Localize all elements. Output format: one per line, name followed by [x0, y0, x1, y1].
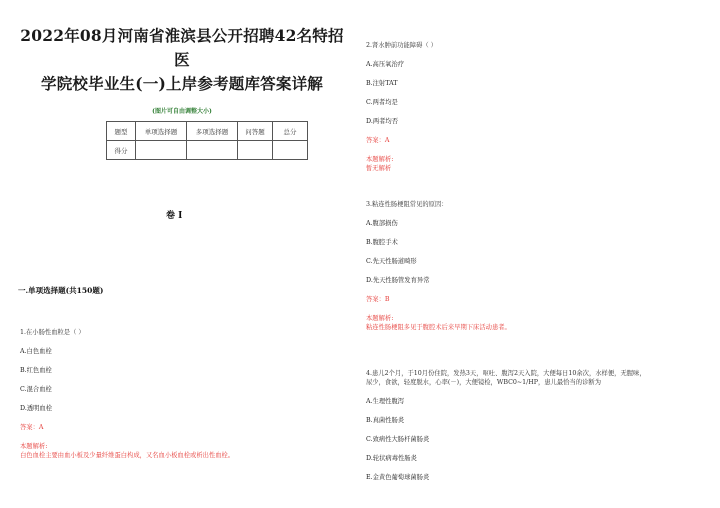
option-a: A.白色血栓 — [20, 348, 52, 355]
title-line-2: 学院校毕业生(一)上岸参考题库答案详解 — [41, 74, 323, 93]
question-2 — [366, 41, 706, 173]
question-1 — [20, 328, 340, 460]
analysis-label: 本题解析: — [366, 156, 394, 163]
answer-text: 答案：A — [20, 424, 44, 431]
score-cell[interactable] — [187, 141, 238, 160]
option-c: C.混合血栓 — [20, 386, 52, 393]
volume-heading: 卷 I — [166, 211, 183, 221]
score-header-cell: 单项选择题 — [136, 122, 187, 141]
option-c: C.致病性大肠杆菌肠炎 — [366, 436, 430, 443]
option-b: B.红色血栓 — [20, 367, 52, 374]
score-table-score-row — [107, 141, 308, 160]
score-cell[interactable] — [273, 141, 308, 160]
option-d: D.先天性肠管发育异常 — [366, 277, 430, 284]
option-a: A.高压氧治疗 — [366, 61, 405, 68]
option-b: B.真菌性肠炎 — [366, 417, 405, 424]
score-cell[interactable] — [136, 141, 187, 160]
image-resize-note: (图片可自由调整大小) — [152, 108, 212, 115]
score-row-label: 得分 — [107, 141, 136, 160]
option-b: B.腹腔手术 — [366, 239, 398, 246]
analysis-text: 白色血栓主要由血小板及少量纤维蛋白构成，又名血小板血栓或析出性血栓。 — [20, 452, 235, 459]
question-stem-line-2: 尿少，食欲，轻度脱水，心率(－)，大便镜检，WBC0~1/HP，患儿最恰当的诊断为 — [366, 379, 601, 386]
option-d: D.两者均否 — [366, 118, 399, 125]
score-header-cell: 多项选择题 — [187, 122, 238, 141]
question-stem: 3.粘连性肠梗阻常见的原因： — [366, 201, 448, 208]
option-e: E.金黄色葡萄球菌肠炎 — [366, 474, 430, 481]
score-table — [106, 121, 308, 160]
option-d: D.轮状病毒性肠炎 — [366, 455, 417, 462]
title-line-1: 2022年08月河南省淮滨县公开招聘42名特招医 — [20, 26, 344, 69]
question-3 — [366, 200, 706, 332]
score-header-cell: 问答题 — [238, 122, 273, 141]
option-d: D.透明血栓 — [20, 405, 53, 412]
score-header-cell: 题型 — [107, 122, 136, 141]
question-stem: 2.肾水肿前功能障碍（ ） — [366, 42, 437, 49]
section-heading: 一.单项选择题(共150题) — [18, 286, 104, 295]
left-column — [14, 24, 350, 160]
analysis-text: 粘连性肠梗阻多见于腹腔术后来早期下床活动患者。 — [366, 324, 511, 331]
question-stem: 1.在小肠性血粒是（ ） — [20, 329, 85, 336]
answer-text: 答案：B — [366, 296, 390, 303]
option-c: C.先天性肠道畸形 — [366, 258, 417, 265]
analysis-text: 暂无解析 — [366, 165, 392, 172]
analysis-label: 本题解析: — [366, 315, 394, 322]
document-title — [14, 24, 350, 96]
option-c: C.两者均是 — [366, 99, 398, 106]
option-b: B.注射TAT — [366, 80, 398, 87]
score-header-cell: 总分 — [273, 122, 308, 141]
question-stem-line-1: 4.患儿2个月，于10月份住院，发热3天，呕吐、腹泻2天入院，大便每日10余次，水样便，无腥味， — [366, 370, 646, 377]
analysis-label: 本题解析: — [20, 443, 48, 450]
question-4 — [366, 369, 706, 482]
score-cell[interactable] — [238, 141, 273, 160]
option-a: A.腹部损伤 — [366, 220, 398, 227]
option-a: A.生理性腹泻 — [366, 398, 405, 405]
score-table-header-row — [107, 122, 308, 141]
answer-text: 答案：A — [366, 137, 390, 144]
